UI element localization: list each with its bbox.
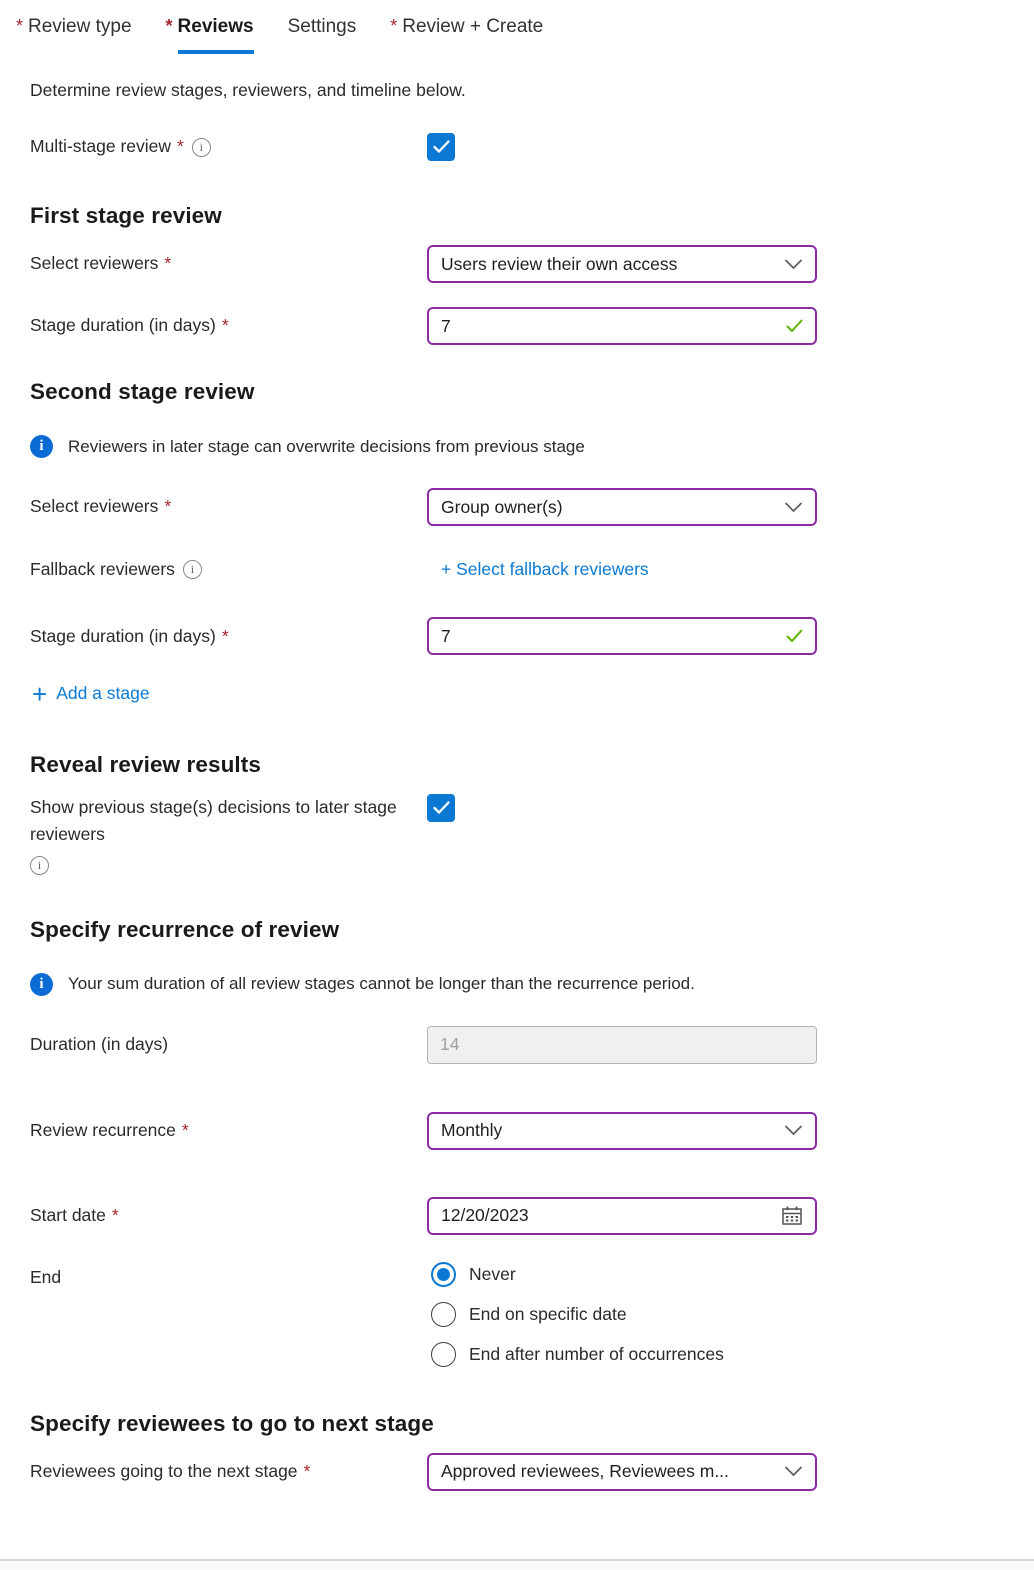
duration-row <box>30 1026 1004 1064</box>
fallback-reviewers-label: Fallback reviewers <box>30 559 175 579</box>
input-value: 7 <box>441 315 451 336</box>
recurrence-info <box>30 973 1004 996</box>
multi-stage-checkbox[interactable] <box>427 133 455 161</box>
tab-label: Settings <box>287 16 357 37</box>
radio-end-after-occurrences[interactable] <box>431 1342 817 1367</box>
input-value: 14 <box>440 1034 460 1055</box>
stage-duration-label: Stage duration (in days) <box>30 625 216 646</box>
multi-stage-label-group <box>30 133 427 160</box>
required-asterisk: * <box>111 1205 119 1226</box>
valid-check-icon <box>786 319 803 333</box>
fallback-reviewers-row <box>30 556 1004 583</box>
reveal-results-checkbox[interactable] <box>427 794 455 822</box>
dropdown-value: Group owner(s) <box>441 496 563 517</box>
first-stage-select-reviewers-dropdown[interactable] <box>427 245 817 283</box>
radio-circle <box>431 1342 456 1367</box>
end-label: End <box>30 1266 62 1287</box>
radio-circle <box>431 1302 456 1327</box>
reveal-results-row <box>30 794 1004 875</box>
add-stage-label: Add a stage <box>56 683 150 704</box>
second-stage-select-reviewers-dropdown[interactable] <box>427 488 817 526</box>
first-stage-duration-row <box>30 307 1004 345</box>
reveal-results-heading: Reveal review results <box>30 751 261 777</box>
required-asterisk: * <box>221 315 229 336</box>
required-asterisk: * <box>181 1120 189 1141</box>
required-asterisk: * <box>390 16 398 36</box>
plus-icon: + <box>32 678 48 709</box>
dropdown-value: Users review their own access <box>441 253 678 274</box>
first-stage-heading: First stage review <box>30 203 222 228</box>
tab-label: Reviews <box>178 16 254 54</box>
review-recurrence-row <box>30 1112 1004 1150</box>
radio-end-specific-date[interactable] <box>431 1302 817 1327</box>
second-stage-heading: Second stage review <box>30 379 255 404</box>
dropdown-value: Monthly <box>441 1120 503 1141</box>
checkmark-icon <box>433 801 450 815</box>
calendar-icon[interactable] <box>781 1205 803 1226</box>
select-reviewers-label: Select reviewers <box>30 253 159 274</box>
checkmark-icon <box>433 140 450 154</box>
info-text: Your sum duration of all review stages cannot be longer than the recurrence period. <box>68 974 695 994</box>
required-asterisk: * <box>16 16 24 36</box>
radio-never[interactable] <box>431 1262 817 1287</box>
end-row <box>30 1262 1004 1367</box>
first-stage-select-reviewers-row <box>30 245 1004 283</box>
chevron-down-icon <box>784 259 803 270</box>
reviewees-next-stage-row <box>30 1453 1004 1491</box>
add-stage-link[interactable] <box>32 678 150 709</box>
duration-input-disabled <box>427 1026 817 1064</box>
chevron-down-icon <box>784 1466 803 1477</box>
required-asterisk: * <box>177 136 184 157</box>
radio-label: Never <box>469 1263 516 1284</box>
review-recurrence-dropdown[interactable] <box>427 1112 817 1150</box>
stage-duration-label: Stage duration (in days) <box>30 315 216 336</box>
end-radio-group <box>427 1262 817 1367</box>
info-filled-icon: i <box>30 973 53 996</box>
wizard-tabbar <box>0 0 1034 54</box>
tab-review-type[interactable] <box>16 16 132 54</box>
info-filled-icon: i <box>30 435 53 458</box>
second-stage-select-reviewers-row <box>30 488 1004 526</box>
recurrence-heading: Specify recurrence of review <box>30 916 340 942</box>
radio-dot <box>437 1268 450 1281</box>
required-asterisk: * <box>221 625 229 646</box>
required-asterisk: * <box>165 16 173 36</box>
next-stage-heading: Specify reviewees to go to next stage <box>30 1410 434 1436</box>
reviewees-next-stage-dropdown[interactable] <box>427 1453 817 1491</box>
start-date-input[interactable] <box>427 1197 817 1235</box>
radio-circle <box>431 1262 456 1287</box>
required-asterisk: * <box>164 253 172 274</box>
tab-reviews[interactable] <box>166 16 254 54</box>
duration-label: Duration (in days) <box>30 1034 169 1055</box>
reveal-results-label: Show previous stage(s) decisions to later stage reviewers <box>30 796 397 844</box>
info-icon[interactable]: i <box>30 856 49 875</box>
info-icon[interactable]: i <box>183 560 202 579</box>
info-icon[interactable]: i <box>192 138 211 157</box>
reviewees-next-stage-label: Reviewees going to the next stage <box>30 1461 298 1482</box>
dropdown-value: Approved reviewees, Reviewees m... <box>441 1461 729 1482</box>
tab-label: Review + Create <box>402 16 544 37</box>
intro-text: Determine review stages, reviewers, and timeline below. <box>30 80 466 100</box>
tab-settings[interactable] <box>288 16 357 54</box>
select-fallback-reviewers-link[interactable]: + Select fallback reviewers <box>441 559 649 580</box>
multi-stage-label: Multi-stage review <box>30 136 172 157</box>
tab-review-create[interactable] <box>390 16 543 54</box>
input-value: 12/20/2023 <box>441 1205 529 1226</box>
required-asterisk: * <box>303 1461 311 1482</box>
tab-label: Review type <box>28 16 132 37</box>
radio-label: End on specific date <box>469 1303 627 1324</box>
first-stage-duration-input[interactable] <box>427 307 817 345</box>
second-stage-duration-input[interactable] <box>427 617 817 655</box>
chevron-down-icon <box>784 502 803 513</box>
bottom-divider <box>0 1559 1034 1570</box>
second-stage-duration-row <box>30 617 1004 655</box>
select-reviewers-label: Select reviewers <box>30 496 159 517</box>
chevron-down-icon <box>784 1125 803 1136</box>
multi-stage-row <box>30 133 1004 161</box>
start-date-label: Start date <box>30 1205 106 1226</box>
start-date-row <box>30 1197 1004 1235</box>
required-asterisk: * <box>164 496 172 517</box>
valid-check-icon <box>786 629 803 643</box>
info-text: Reviewers in later stage can overwrite decisions from previous stage <box>68 436 585 456</box>
input-value: 7 <box>441 625 451 646</box>
radio-label: End after number of occurrences <box>469 1343 724 1364</box>
review-recurrence-label: Review recurrence <box>30 1120 176 1141</box>
second-stage-info <box>30 435 1004 458</box>
